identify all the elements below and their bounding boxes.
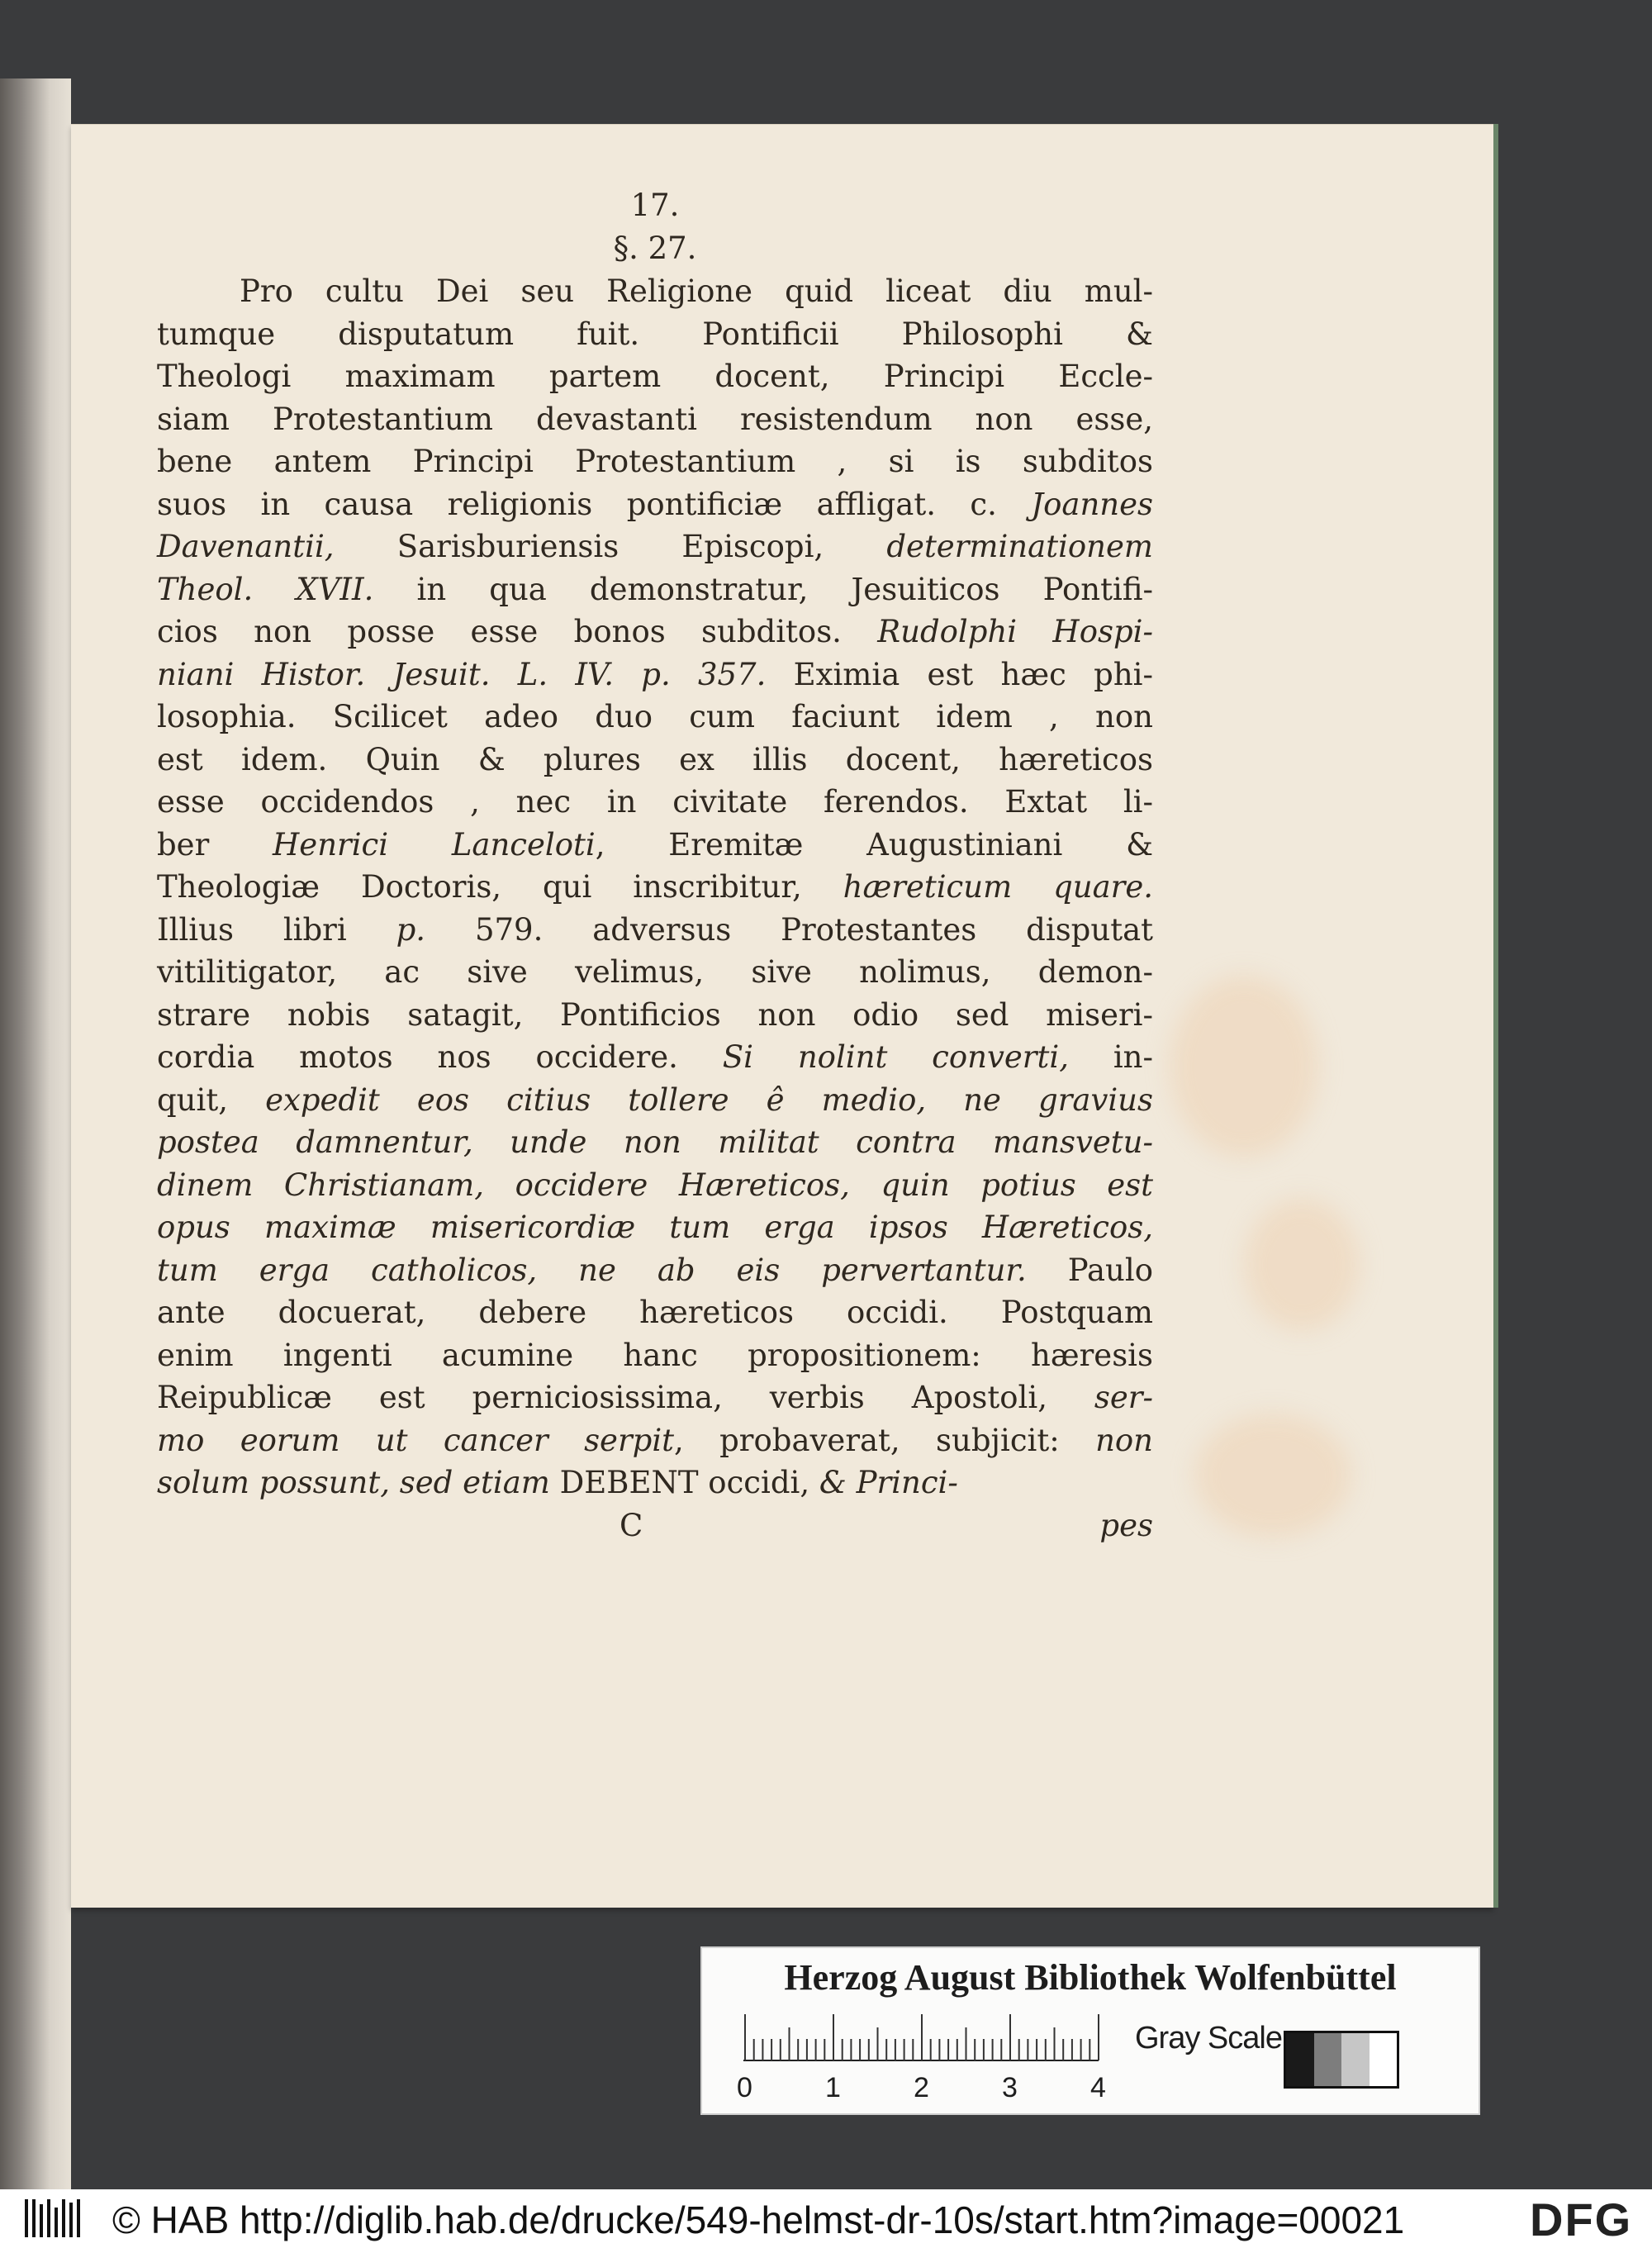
text-run: , Eremitæ Augustiniani & [595, 826, 1153, 863]
text-line [157, 440, 1153, 483]
text-run: ser- [1094, 1380, 1153, 1415]
text-run: est idem. Quin & plures ex illis docent, hæreticos [157, 741, 1153, 777]
text-run: & Princi- [819, 1465, 958, 1500]
text-run: Pro cultu Dei seu Religione quid liceat diu mul- [240, 273, 1153, 309]
text-run: quit, [157, 1081, 266, 1118]
hab-barcode-icon [25, 2199, 83, 2237]
text-line [157, 653, 1153, 696]
gray-swatch-cell [1370, 2033, 1398, 2086]
text-line [157, 824, 1153, 867]
text-run: determinationem [886, 529, 1153, 564]
text-run: suos in causa religionis pontificiæ affligat. c. [157, 486, 1032, 522]
text-line [157, 781, 1153, 824]
text-run: postea damnentur, unde non militat contra mansvetu- [157, 1124, 1153, 1160]
text-run: Davenantii, [157, 529, 335, 564]
body-text [157, 270, 1153, 1504]
text-run: Joannes [1031, 486, 1153, 522]
text-run: losophia. Scilicet adeo duo cum faciunt idem , non [157, 699, 1153, 734]
text-run: in qua demonstratur, Jesuiticos Pontifi- [373, 571, 1154, 607]
page-text [157, 184, 1153, 1547]
catchword: pes [1099, 1507, 1153, 1543]
text-line [157, 866, 1153, 909]
text-run: hæreticum quare. [843, 869, 1153, 905]
text-run: Rudolphi Hospi- [877, 614, 1153, 649]
text-run: ante docuerat, debere hæreticos occidi. Postquam [157, 1295, 1153, 1330]
gray-scale-label: Gray Scale [1135, 2021, 1282, 2056]
text-run: esse occidendos , nec in civitate ferendos. Extat li- [157, 784, 1153, 820]
dfg-logo: DFG [1530, 2193, 1633, 2246]
text-line [157, 1121, 1153, 1164]
scale-label: 1 [825, 2072, 841, 2103]
text-run: Illius libri [157, 911, 396, 948]
scale-label: 3 [1002, 2072, 1018, 2103]
text-line [157, 1079, 1153, 1122]
text-run: cordia motos nos occidere. [157, 1039, 723, 1075]
text-line [157, 1249, 1153, 1292]
text-run: , probaverat, subjicit: [674, 1422, 1096, 1458]
text-line [157, 1206, 1153, 1249]
scale-label: 2 [914, 2072, 929, 2103]
text-line [157, 483, 1153, 526]
text-run: DEBENT occidi, [549, 1465, 819, 1500]
text-line [157, 270, 1153, 313]
text-line [157, 1036, 1153, 1079]
text-line [157, 398, 1153, 441]
text-run: bene antem Principi Protestantium , si is subditos [157, 444, 1153, 479]
text-line [157, 994, 1153, 1037]
text-run: Henrici Lanceloti [273, 826, 596, 863]
text-line [157, 739, 1153, 782]
text-line [157, 1334, 1153, 1377]
text-run: solum possunt, sed etiam [157, 1465, 550, 1500]
book-page [71, 124, 1493, 1908]
text-line [157, 1376, 1153, 1419]
page-footer-row [157, 1504, 1153, 1547]
text-line [157, 1164, 1153, 1207]
text-run: cios non posse esse bonos subditos. [157, 614, 878, 649]
text-line [157, 611, 1153, 653]
text-run: tumque disputatum fuit. Pontificii Philosophi & [157, 316, 1153, 352]
text-run: Si nolint converti, [722, 1039, 1069, 1075]
gray-swatch-cell [1341, 2033, 1370, 2086]
text-run: expedit eos citius tollere ê medio, ne gravius [265, 1081, 1153, 1118]
text-run: enim ingenti acumine hanc propositionem: hæresis [157, 1337, 1153, 1373]
text-run: p. [396, 911, 426, 948]
text-run: niani Histor. Jesuit. L. IV. p. 357. [157, 656, 767, 692]
gray-swatch-cell [1286, 2033, 1314, 2086]
text-line [157, 313, 1153, 356]
footer-bar [0, 2189, 1652, 2248]
text-run: Theol. XVII. [157, 571, 374, 607]
text-line [157, 696, 1153, 739]
paper-stain [1170, 976, 1318, 1157]
ruler-scale [743, 2011, 1107, 2069]
scale-label: 4 [1090, 2072, 1106, 2103]
paper-stain [1194, 1414, 1351, 1537]
text-run: vitilitigator, ac sive velimus, sive nolimus, demon- [157, 954, 1153, 990]
text-run: mo eorum ut cancer serpit [157, 1422, 675, 1458]
text-run: tum erga catholicos, ne ab eis pervertantur. [157, 1252, 1027, 1288]
library-name: Herzog August Bibliothek Wolfenbüttel [784, 1957, 1397, 1998]
text-run: Sarisburiensis Episcopi, [334, 529, 887, 564]
text-run: Paulo [1026, 1252, 1153, 1288]
text-run: strare nobis satagit, Pontificios non odio sed miseri- [157, 996, 1153, 1033]
text-run: Theologiæ Doctoris, qui inscribitur, [157, 869, 843, 905]
text-run: siam Protestantium devastanti resistendum non esse, [157, 401, 1153, 437]
text-run: opus maximæ misericordiæ tum erga ipsos Hæreticos, [157, 1210, 1153, 1245]
gray-swatch-cell [1314, 2033, 1342, 2086]
text-run: ber [157, 826, 273, 863]
text-line [157, 355, 1153, 398]
scale-label: 0 [737, 2072, 752, 2103]
gray-scale-swatch [1284, 2031, 1399, 2089]
text-run: Reipublicæ est perniciosissima, verbis Apostoli, [157, 1380, 1094, 1415]
text-run: non [1095, 1422, 1153, 1458]
text-line [157, 1291, 1153, 1334]
text-run: Theologi maximam partem docent, Principi Eccle- [157, 359, 1153, 394]
footer-url-text: © HAB http://diglib.hab.de/drucke/549-helmst-dr-10s/start.htm?image=00021 [112, 2198, 1405, 2241]
text-run: Eximia est hæc phi- [766, 656, 1153, 692]
paper-stain [1244, 1199, 1360, 1331]
signature-mark: C [620, 1507, 643, 1543]
text-run: dinem Christianam, occidere Hæreticos, quin potius est [157, 1167, 1153, 1203]
text-line [157, 1419, 1153, 1462]
text-line [157, 525, 1153, 568]
text-run: 579. adversus Protestantes disputat [425, 911, 1153, 948]
scale-card [700, 1946, 1480, 2115]
previous-page-edge [0, 78, 71, 2189]
section-heading: §. 27. [613, 231, 697, 266]
text-line [157, 909, 1153, 952]
text-line [157, 1461, 1153, 1504]
text-line [157, 951, 1153, 994]
text-run: in- [1068, 1039, 1153, 1075]
page-number: 17. [630, 188, 680, 223]
text-line [157, 568, 1153, 611]
